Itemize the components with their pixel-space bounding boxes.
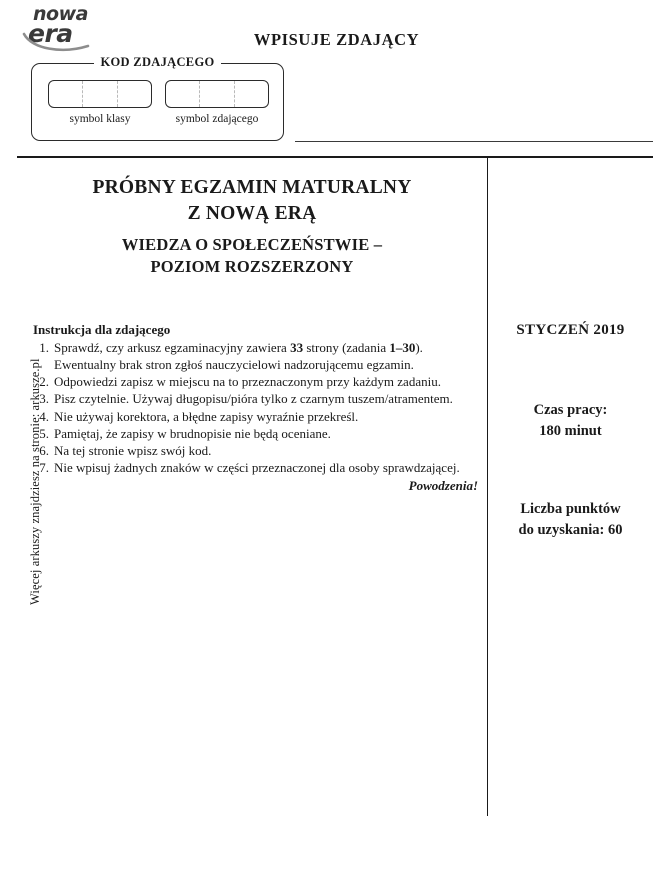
instruction-item — [33, 409, 481, 426]
candidate-symbol-caption: symbol zdającego — [175, 113, 259, 125]
class-symbol-caption: symbol klasy — [69, 113, 131, 125]
logo-text-nowa: nowa — [33, 3, 88, 25]
code-box — [31, 55, 284, 141]
instruction-text: Na tej stronie wpisz swój kod. — [54, 443, 212, 459]
logo-text-era: era — [28, 18, 73, 48]
instruction-text: Nie używaj korektora, a błędne zapisy wyraźnie przekreśl. — [54, 408, 359, 424]
good-luck-text: Powodzenia! — [408, 478, 478, 494]
instruction-text: Pamiętaj, że zapisy w brudnopisie nie będą oceniane. — [54, 425, 331, 441]
instructions-list — [33, 340, 481, 477]
exam-title-line2: Z NOWĄ ERĄ — [187, 202, 317, 224]
candidate-symbol-cells[interactable] — [165, 80, 269, 108]
exam-duration — [488, 400, 653, 441]
instruction-item — [33, 391, 481, 408]
code-cell[interactable] — [117, 81, 151, 107]
code-fields — [32, 80, 285, 125]
code-cell[interactable] — [166, 81, 199, 107]
instruction-text: Odpowiedzi zapisz w miejscu na to przeznaczonym przy każdym zadaniu. — [54, 374, 441, 390]
instruction-text: Pisz czytelnie. Używaj długopisu/pióra tylko z czarnym tuszem/atramentem. — [54, 391, 453, 407]
exam-points — [488, 499, 653, 540]
candidate-symbol-field[interactable] — [165, 80, 269, 125]
instruction-number: 3. — [39, 391, 49, 407]
code-cell[interactable] — [199, 81, 233, 107]
instruction-number: 7. — [39, 460, 49, 476]
instruction-number: 5. — [39, 425, 49, 441]
column-divider — [487, 158, 488, 816]
exam-subject-title — [17, 234, 487, 279]
exam-title-line1: PRÓBNY EGZAMIN MATURALNY — [92, 177, 412, 198]
exam-subject-line1: WIEDZA O SPOŁECZEŃSTWIE – — [121, 235, 383, 254]
instruction-number: 6. — [39, 443, 49, 459]
points-value: do uzyskania: 60 — [518, 521, 623, 538]
code-box-legend: KOD ZDAJĄCEGO — [94, 55, 222, 70]
instruction-item — [33, 460, 481, 477]
code-cell[interactable] — [49, 81, 82, 107]
code-cell[interactable] — [82, 81, 116, 107]
instruction-item — [33, 426, 481, 443]
exam-subject-line2: POZIOM ROZSZERZONY — [150, 257, 354, 277]
instruction-item — [33, 443, 481, 460]
instruction-number: 1. — [39, 340, 49, 355]
header-separator-rule — [17, 156, 653, 158]
exam-title — [17, 175, 487, 226]
instructions-heading: Instrukcja dla zdającego — [33, 322, 171, 337]
instruction-number: 4. — [39, 408, 49, 424]
instruction-item — [33, 340, 481, 374]
class-symbol-cells[interactable] — [48, 80, 152, 108]
signature-line — [295, 141, 653, 142]
instructions-block — [33, 322, 481, 494]
instruction-text: Nie wpisuj żadnych znaków w części przeznaczonej dla osoby sprawdzającej. — [54, 460, 460, 476]
instruction-number: 2. — [39, 374, 49, 390]
duration-label: Czas pracy: — [533, 402, 608, 418]
code-cell[interactable] — [234, 81, 268, 107]
instruction-text: Sprawdź, czy arkusz egzaminacyjny zawiera 33 strony (zadania 1–30). Ewentualny brak stron zgłoś nauczycielowi nadzorującemu egzamin. — [54, 340, 423, 372]
duration-value: 180 minut — [539, 422, 602, 439]
instruction-item — [33, 374, 481, 391]
wpisuje-zdajacy-heading: WPISUJE ZDAJĄCY — [253, 30, 420, 49]
exam-date: STYCZEŃ 2019 — [516, 322, 625, 338]
points-label: Liczba punktów — [520, 501, 621, 517]
class-symbol-field[interactable] — [48, 80, 152, 125]
sidebar-watermark-note: Więcej arkuszy znajdziesz na stronie: arkusze.pl — [28, 358, 42, 605]
